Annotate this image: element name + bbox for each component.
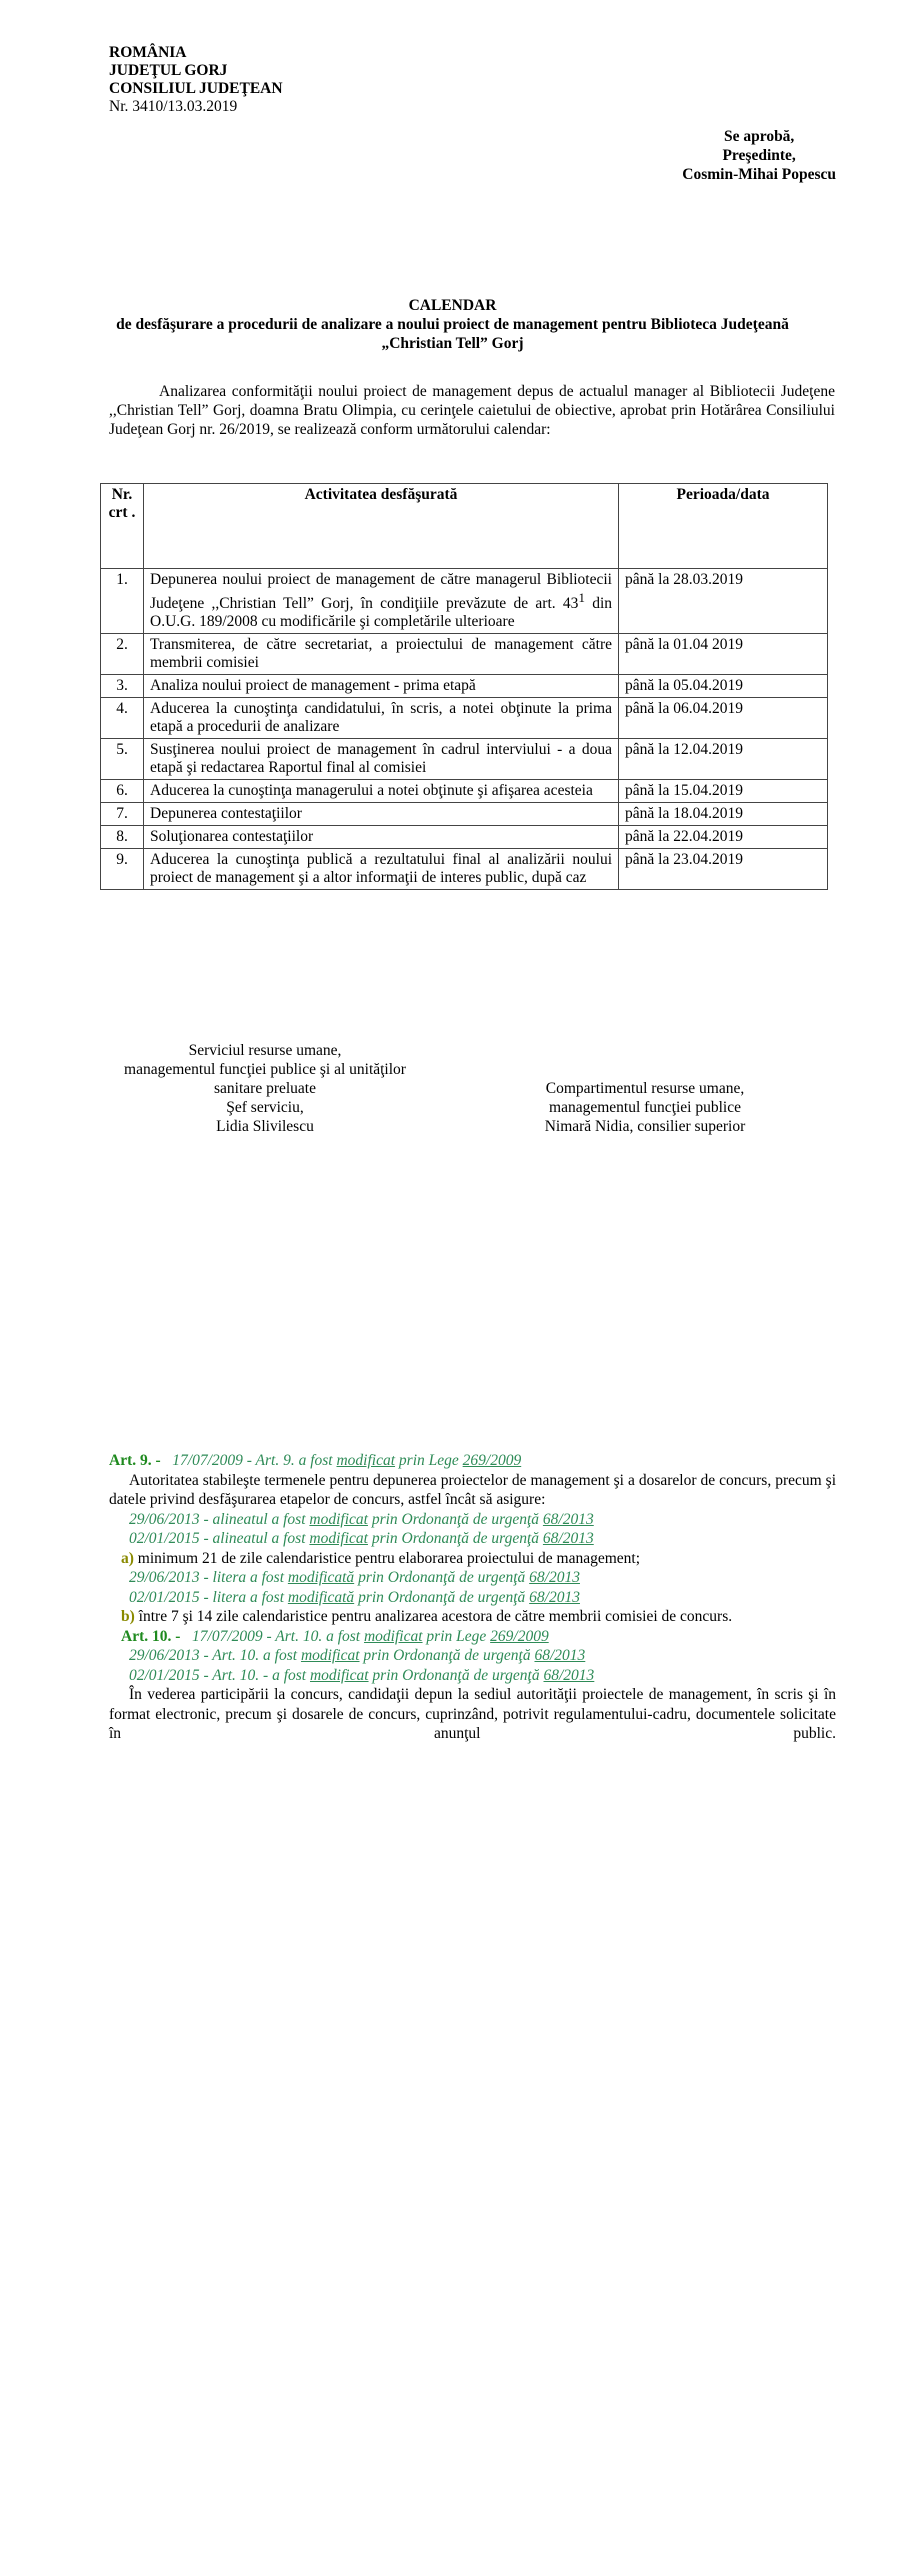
- row1-activity-start: Depunerea noului proiect de management de către managerul Bibliotecii Judeţene ,,Christian Tell” Gorj, în condiţiile prevăzute de art. 43: [150, 571, 612, 613]
- letter-a-text: minimum 21 de zile calendaristice pentru elaborarea proiectului de management;: [133, 1549, 641, 1567]
- note-text: 17/07/2009 - Art. 9. a fost: [172, 1452, 337, 1469]
- table-row: [101, 849, 828, 890]
- row-period: până la 23.04.2019: [619, 849, 828, 890]
- note-text: 29/06/2013 - alineatul a fost: [129, 1510, 310, 1528]
- header-activity: Activitatea desfăşurată: [144, 484, 619, 569]
- row-activity: [144, 569, 619, 634]
- table-row: [101, 569, 828, 634]
- modified-link[interactable]: modificat: [300, 1647, 360, 1664]
- amendment-note: [109, 1529, 836, 1549]
- law-link[interactable]: 269/2009: [490, 1627, 549, 1645]
- ordinance-link[interactable]: 68/2013: [529, 1569, 580, 1586]
- sig-left-name: Lidia Slivilescu: [216, 1118, 314, 1135]
- row-period: până la 28.03.2019: [619, 569, 828, 634]
- letter-b-label: b): [121, 1608, 135, 1625]
- note-text: prin Ordonanţă de urgenţă: [354, 1569, 530, 1586]
- row-number: 9.: [101, 849, 144, 890]
- art10-heading: [109, 1627, 836, 1647]
- row1-superscript: 1: [578, 590, 585, 605]
- ordinance-link[interactable]: 68/2013: [542, 1530, 594, 1547]
- document-header: [109, 44, 283, 116]
- row-number: 8.: [101, 826, 144, 849]
- table-header-row: [101, 484, 828, 569]
- note-text: 29/06/2013 - Art. 10. a fost: [129, 1647, 301, 1664]
- note-text: 17/07/2009 - Art. 10. a fost: [192, 1627, 364, 1645]
- header-nr: Nr. crt .: [101, 484, 144, 569]
- row-period: până la 18.04.2019: [619, 803, 828, 826]
- ordinance-link[interactable]: 68/2013: [543, 1666, 595, 1684]
- note-text: 29/06/2013 - litera a fost: [129, 1569, 288, 1586]
- table-row: [101, 739, 828, 780]
- note-text: 02/01/2015 - Art. 10. - a fost: [129, 1666, 310, 1684]
- sig-left-line: Serviciul resurse umane,: [188, 1042, 342, 1059]
- row-activity: Aducerea la cunoştinţa publică a rezultatului final al analizării noului proiect de management şi a altor informaţii de interes public, după caz: [144, 849, 619, 890]
- table-row: [101, 634, 828, 675]
- modified-link[interactable]: modificat: [336, 1452, 396, 1469]
- row-period: până la 15.04.2019: [619, 780, 828, 803]
- approval-name: Cosmin-Mihai Popescu: [682, 166, 836, 183]
- row1-activity-end: din O.U.G. 189/2008 cu modificările şi completările ulterioare: [150, 595, 612, 631]
- note-text: prin Ordonanţă de urgenţă: [359, 1647, 535, 1664]
- row-activity: Soluţionarea contestaţiilor: [144, 826, 619, 849]
- note-text: prin Ordonanţă de urgenţă: [354, 1588, 530, 1606]
- ordinance-link[interactable]: 68/2013: [529, 1588, 580, 1606]
- art10-text: În vederea participării la concurs, candidaţii depun la sediul autorităţii proiectele de management, în scris şi în format electronic, precum şi dosarele de concurs, cuprinzând, potrivit regulamentului-cadru, documentele solicitate în anunţul public.: [109, 1686, 836, 1742]
- row-activity: Transmiterea, de către secretariat, a proiectului de management către membrii comisiei: [144, 634, 619, 675]
- modified-link[interactable]: modificat: [309, 1530, 368, 1547]
- letter-b: [109, 1607, 836, 1627]
- row-period: până la 12.04.2019: [619, 739, 828, 780]
- note-text: 02/01/2015 - alineatul a fost: [129, 1530, 310, 1547]
- row-number: 5.: [101, 739, 144, 780]
- approval-role: Preşedinte,: [722, 147, 796, 164]
- ordinance-link[interactable]: 68/2013: [534, 1647, 586, 1664]
- row-period: până la 05.04.2019: [619, 675, 828, 698]
- letter-b-text: între 7 şi 14 zile calendaristice pentru analizarea acestora de către membrii comisiei de concurs.: [134, 1608, 733, 1625]
- row-number: 7.: [101, 803, 144, 826]
- row-period: până la 22.04.2019: [619, 826, 828, 849]
- row-number: 1.: [101, 569, 144, 634]
- row-number: 3.: [101, 675, 144, 698]
- table-row: [101, 780, 828, 803]
- note-text: prin Lege: [422, 1627, 491, 1645]
- row-activity: Depunerea contestaţiilor: [144, 803, 619, 826]
- law-excerpt: [109, 1451, 836, 1744]
- row-number: 2.: [101, 634, 144, 675]
- amendment-note: [109, 1568, 836, 1588]
- letter-a-label: a): [121, 1549, 134, 1567]
- header-council: CONSILIUL JUDEŢEAN: [109, 80, 283, 97]
- row-number: 6.: [101, 780, 144, 803]
- note-text: prin Ordonanţă de urgenţă: [367, 1510, 543, 1528]
- approval-label: Se aprobă,: [723, 128, 795, 145]
- art10-amendment-note: [184, 1628, 548, 1645]
- sig-left-line: managementul funcţiei publice şi al unităţilor: [124, 1061, 406, 1078]
- table-row: [101, 675, 828, 698]
- signature-right: [480, 1079, 810, 1136]
- letter-a: [109, 1549, 836, 1569]
- header-registration-number: Nr. 3410/13.03.2019: [109, 98, 238, 115]
- modified-link[interactable]: modificat: [363, 1627, 423, 1645]
- note-text: prin Ordonanţă de urgenţă: [367, 1530, 543, 1547]
- intro-paragraph: Analizarea conformităţii noului proiect de management depus de actualul manager al Bibliotecii Judeţene ,,Christian Tell” Gorj, doamna Bratu Olimpia, cu cerinţele caietului de obiective, aprobat prin Hotărârea Consiliului Judeţean Gorj nr. 26/2019, se realizează conform următorului calendar:: [109, 383, 835, 438]
- sig-left-line: sanitare preluate: [214, 1080, 316, 1097]
- amendment-note: [109, 1646, 836, 1666]
- row-number: 4.: [101, 698, 144, 739]
- modified-link[interactable]: modificată: [287, 1588, 355, 1606]
- header-country: ROMÂNIA: [109, 44, 187, 61]
- sig-right-name: Nimară Nidia, consilier superior: [544, 1118, 746, 1135]
- modified-link[interactable]: modificat: [309, 1666, 369, 1684]
- sig-right-line: Compartimentul resurse umane,: [545, 1080, 745, 1097]
- row-activity: Analiza noului proiect de management - prima etapă: [144, 675, 619, 698]
- note-text: 02/01/2015 - litera a fost: [129, 1588, 288, 1606]
- row-activity: Aducerea la cunoştinţa managerului a notei obţinute şi afişarea acesteia: [144, 780, 619, 803]
- note-text: prin Lege: [395, 1452, 463, 1469]
- ordinance-link[interactable]: 68/2013: [542, 1510, 594, 1528]
- art9-heading: [109, 1451, 836, 1471]
- sig-right-line: managementul funcţiei publice: [549, 1099, 741, 1116]
- note-text: prin Ordonanţă de urgenţă: [368, 1666, 544, 1684]
- title-subtitle: de desfăşurare a procedurii de analizare a noului proiect de management pentru Biblioteca Judeţeană „Christian Tell” Gorj: [116, 316, 789, 352]
- table-row: [101, 803, 828, 826]
- amendment-note: [109, 1588, 836, 1608]
- document-title: [100, 296, 805, 353]
- amendment-note: [109, 1666, 836, 1686]
- approval-block: [682, 127, 836, 184]
- title-main: CALENDAR: [408, 297, 497, 314]
- table-row: [101, 826, 828, 849]
- header-county: JUDEŢUL GORJ: [109, 62, 228, 79]
- row-activity: Aducerea la cunoştinţa candidatului, în scris, a notei obţinute la prima etapă a procedurii de analizare: [144, 698, 619, 739]
- sig-left-role: Şef serviciu,: [226, 1099, 304, 1116]
- table-row: [101, 698, 828, 739]
- art9-text: Autoritatea stabileşte termenele pentru depunerea proiectelor de management şi a dosarelor de concurs, precum şi datele privind desfăşurarea etapelor de concurs, astfel încât să asigure:: [109, 1471, 836, 1508]
- art10-label: Art. 10. -: [121, 1627, 181, 1645]
- amendment-note: [109, 1510, 836, 1530]
- law-link[interactable]: 269/2009: [462, 1452, 522, 1469]
- modified-link[interactable]: modificată: [287, 1569, 355, 1586]
- modified-link[interactable]: modificat: [309, 1510, 368, 1528]
- signature-left: [100, 1041, 430, 1136]
- calendar-table: [100, 483, 828, 890]
- row-activity: Susţinerea noului proiect de management în cadrul interviului - a doua etapă şi redactarea Raportul final al comisiei: [144, 739, 619, 780]
- row-period: până la 06.04.2019: [619, 698, 828, 739]
- art9-label: Art. 9. -: [109, 1452, 161, 1469]
- row-period: până la 01.04 2019: [619, 634, 828, 675]
- art9-amendment-note: [165, 1452, 522, 1469]
- header-period: Perioada/data: [619, 484, 828, 569]
